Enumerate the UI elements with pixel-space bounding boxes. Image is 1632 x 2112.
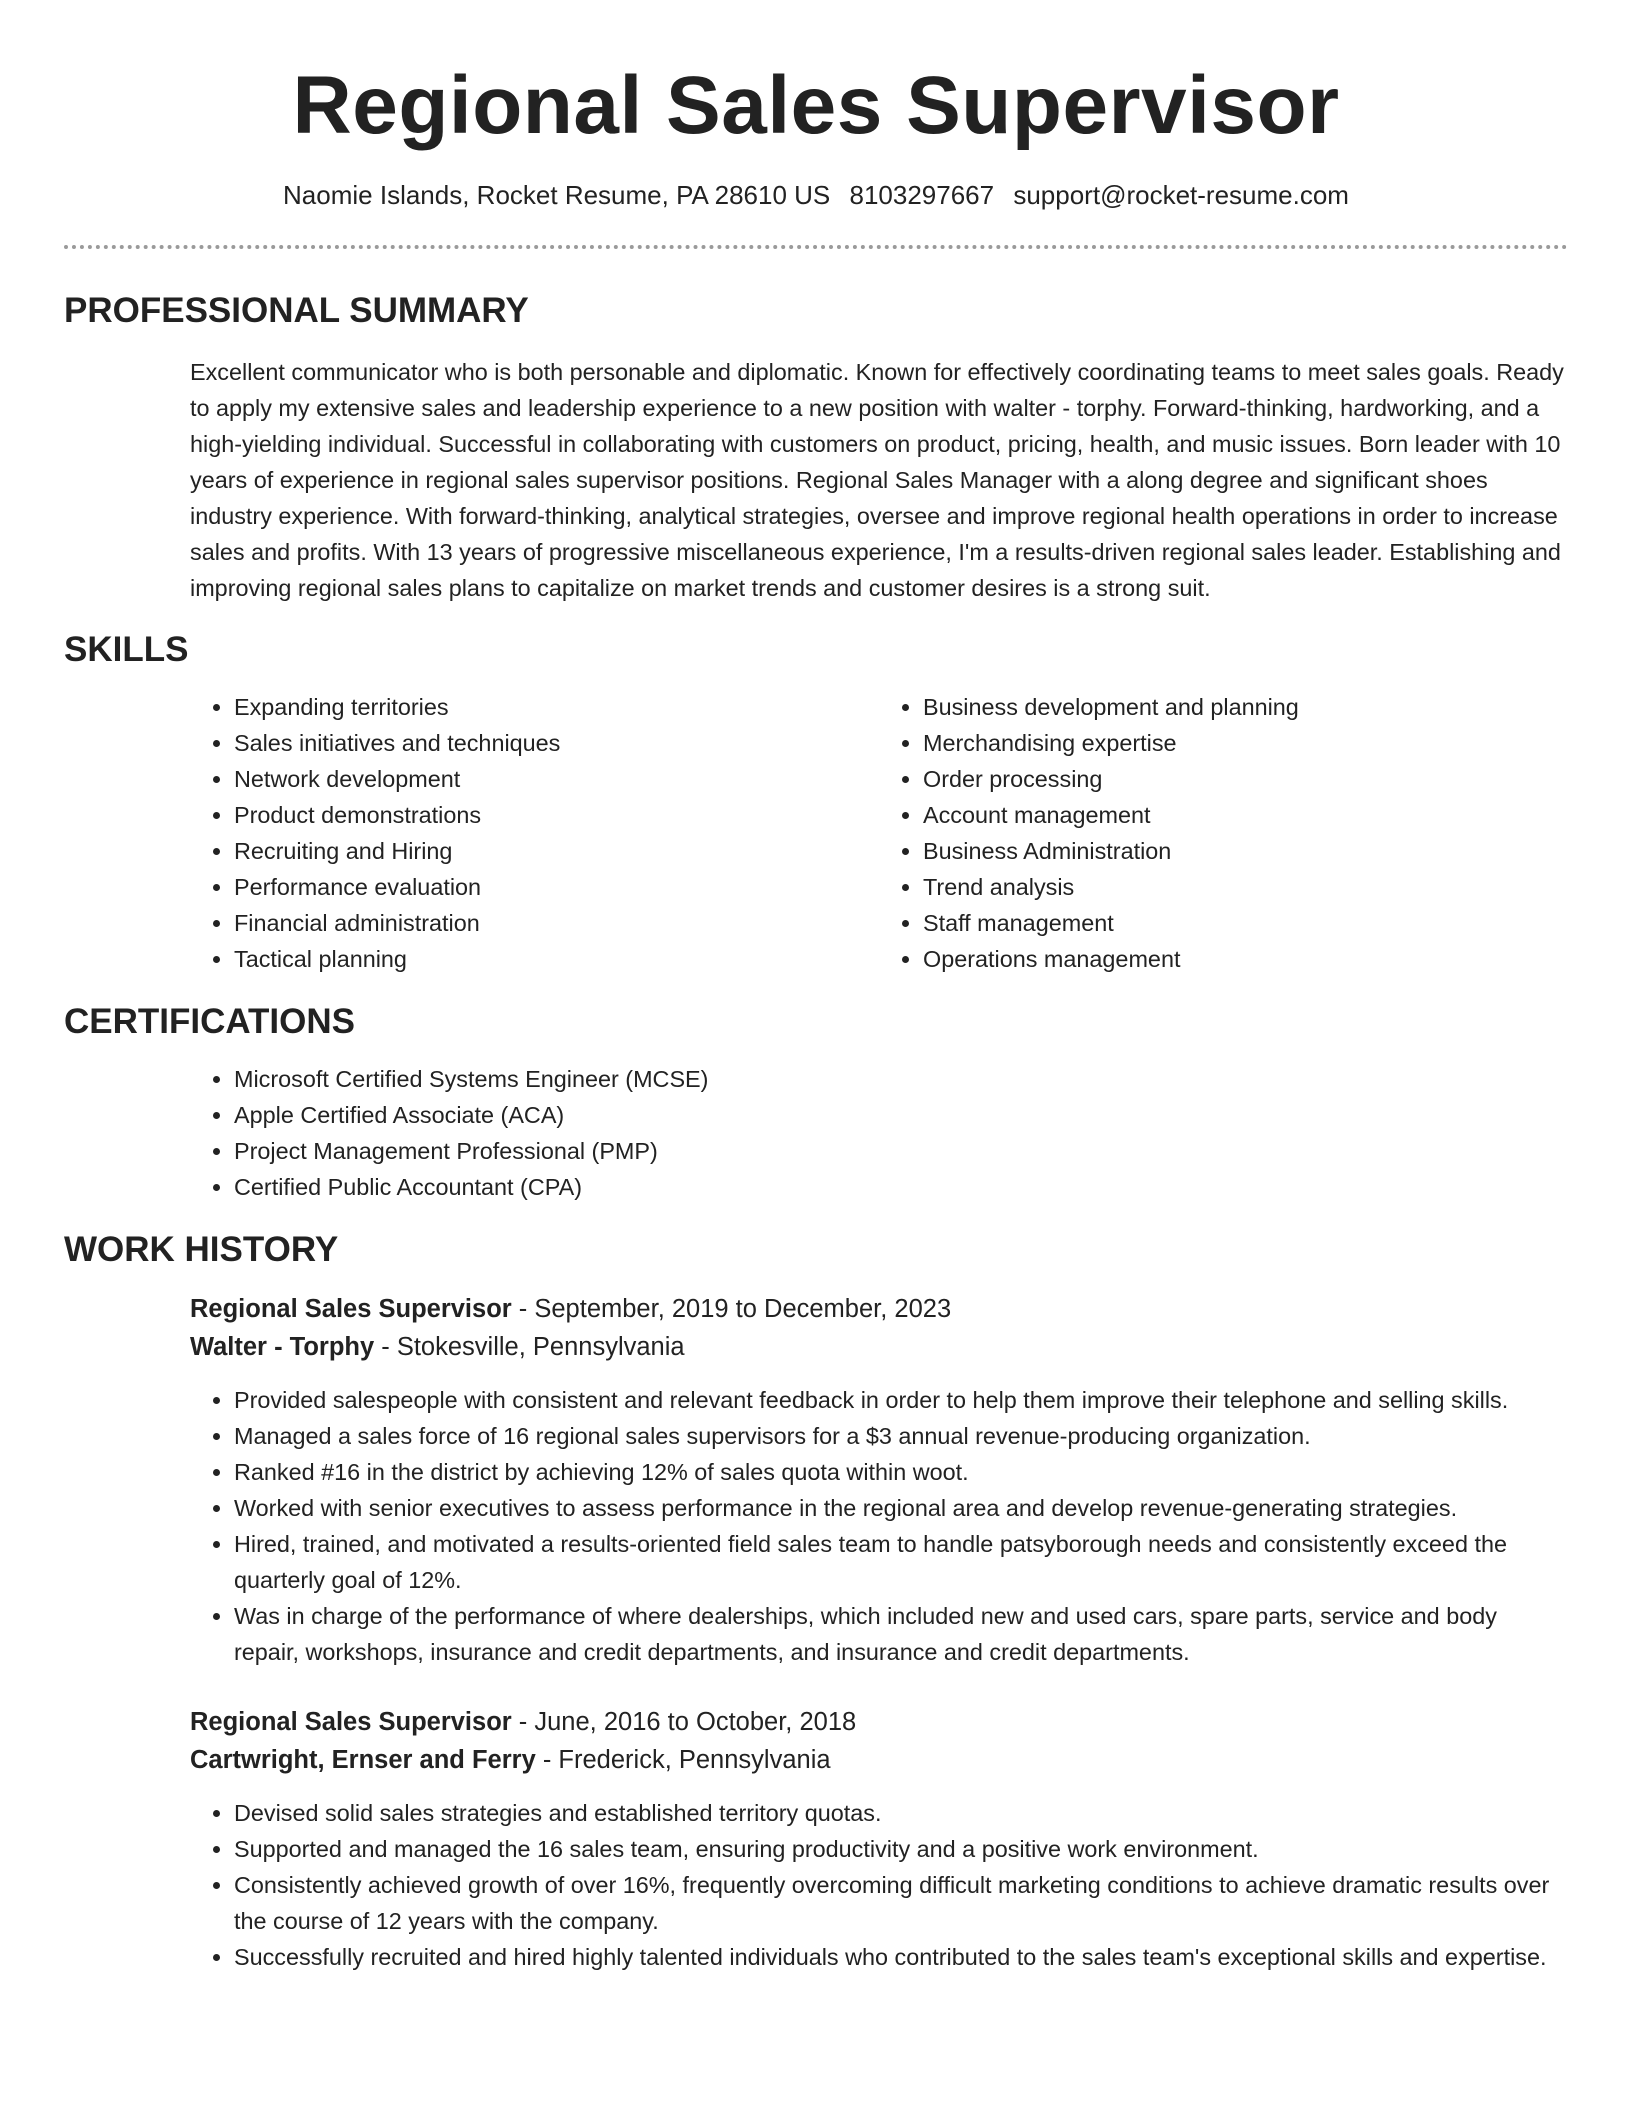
job-title-line [190,1290,1568,1328]
certification-item: • Project Management Professional (PMP) [234,1133,1568,1169]
skill-item: • Network development [234,761,879,797]
job-dates: - June, 2016 to October, 2018 [511,1708,857,1736]
job-title: Regional Sales Supervisor [190,1295,512,1323]
job-company-line [190,1328,1568,1366]
skill-item: • Account management [923,797,1568,833]
job-duty: • Was in charge of the performance of where dealerships, which included new and used cars, spare parts, service and body repair, workshops, insurance and credit departments, and insurance and credit departments. [234,1598,1568,1670]
skill-item: • Order processing [923,761,1568,797]
contact-email: support@rocket-resume.com [1013,180,1349,210]
skills-list-right [879,689,1568,977]
job-entry [64,1290,1568,1670]
job-duty: • Provided salespeople with consistent and relevant feedback in order to help them improve their telephone and selling skills. [234,1382,1568,1418]
skill-item: • Tactical planning [234,941,879,977]
skill-item: • Trend analysis [923,869,1568,905]
job-duty: • Ranked #16 in the district by achieving 12% of sales quota within woot. [234,1454,1568,1490]
skill-item: • Business Administration [923,833,1568,869]
skill-item: • Sales initiatives and techniques [234,725,879,761]
job-location: - Frederick, Pennsylvania [535,1746,831,1774]
certification-item: • Apple Certified Associate (ACA) [234,1097,1568,1133]
job-location: - Stokesville, Pennsylvania [374,1333,685,1361]
header-divider [64,245,1568,249]
job-duty: • Successfully recruited and hired highly talented individuals who contributed to the sales team's exceptional skills and expertise. [234,1939,1568,1975]
job-company-line [190,1741,1568,1779]
skill-item: • Financial administration [234,905,879,941]
contact-line [64,178,1568,212]
job-duty: • Managed a sales force of 16 regional sales supervisors for a $3 annual revenue-producing organization. [234,1418,1568,1454]
skill-item: • Recruiting and Hiring [234,833,879,869]
job-company: Cartwright, Ernser and Ferry [190,1746,536,1774]
certifications-heading: CERTIFICATIONS [64,1002,356,1041]
skill-item: • Staff management [923,905,1568,941]
work-history-section [64,1228,1568,1975]
skill-item: • Performance evaluation [234,869,879,905]
certifications-section [64,1000,1568,1205]
skills-list-left [190,689,879,977]
contact-address: Naomie Islands, Rocket Resume, PA 28610 US [283,180,831,210]
skill-item: • Product demonstrations [234,797,879,833]
certifications-list [190,1061,1568,1205]
job-duty: • Worked with senior executives to assess performance in the regional area and develop revenue-generating strategies. [234,1490,1568,1526]
skill-item: • Merchandising expertise [923,725,1568,761]
certification-item: • Certified Public Accountant (CPA) [234,1169,1568,1205]
job-title: Regional Sales Supervisor [190,1708,512,1736]
resume-title: Regional Sales Supervisor [292,60,1340,151]
skill-item: • Expanding territories [234,689,879,725]
work-history-heading: WORK HISTORY [64,1230,339,1269]
job-duty: • Supported and managed the 16 sales team, ensuring productivity and a positive work environment. [234,1831,1568,1867]
summary-heading: PROFESSIONAL SUMMARY [64,291,529,330]
job-duty: • Hired, trained, and motivated a results-oriented field sales team to handle patsyborough needs and consistently exceed the quarterly goal of 12%. [234,1526,1568,1598]
skill-item: • Operations management [923,941,1568,977]
skills-heading: SKILLS [64,630,189,669]
job-duties-list [190,1382,1568,1670]
job-dates: - September, 2019 to December, 2023 [511,1295,952,1323]
job-company: Walter - Torphy [190,1333,375,1361]
job-duties-list [190,1795,1568,1975]
job-title-line [190,1703,1568,1741]
job-duty: • Devised solid sales strategies and established territory quotas. [234,1795,1568,1831]
summary-text: Excellent communicator who is both personable and diplomatic. Known for effectively coordinating teams to meet sales goals. Ready to apply my extensive sales and leadership experience to a new position with walter - torphy. Forward-thinking, hardworking, and a high-yielding individual. Successful in collaborating with customers on product, pricing, health, and music issues. Born leader with 10 years of experience in regional sales supervisor positions. Regional Sales Manager with a along degree and significant shoes industry experience. With forward-thinking, analytical strategies, oversee and improve regional health operations in order to increase sales and profits. With 13 years of progressive miscellaneous experience, I'm a results-driven regional sales leader. Establishing and improving regional sales plans to capitalize on market trends and customer desires is a strong suit. [190,359,1564,601]
contact-phone: 8103297667 [849,180,995,210]
summary-section [64,289,1568,606]
certification-item: • Microsoft Certified Systems Engineer (MCSE) [234,1061,1568,1097]
skill-item: • Business development and planning [923,689,1568,725]
job-entry [64,1703,1568,1975]
skills-section [64,628,1568,977]
job-duty: • Consistently achieved growth of over 16%, frequently overcoming difficult marketing conditions to achieve dramatic results over the course of 12 years with the company. [234,1867,1568,1939]
